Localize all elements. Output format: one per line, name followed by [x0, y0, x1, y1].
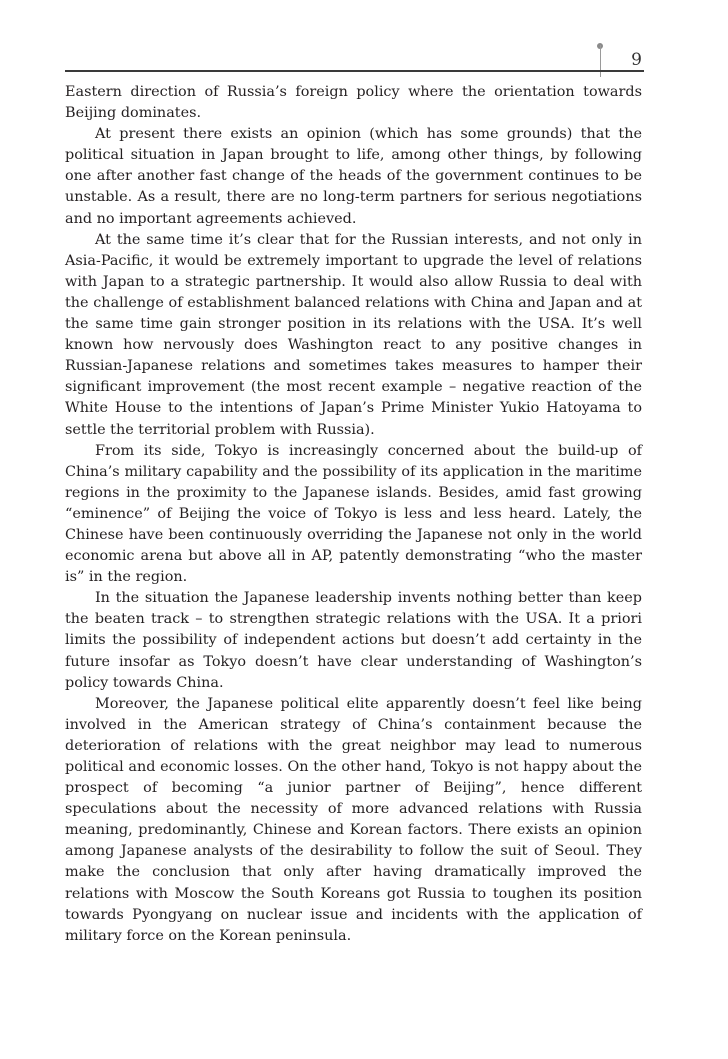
paragraph-6: Moreover, the Japanese political elite apparently doesn’t feel like being involved in the American strategy of China’s containment because the deterioration of relations with the great neighbor may lead to numerous political and economic losses. On the other hand, Tokyo is not happy about the prospect of becoming “a junior partner of Beijing”, hence different speculations about the necessity of more advanced relations with Russia meaning, predominantly, Chinese and Korean factors. There exists an opinion among Japanese analysts of the desirability to follow the suit of Seoul. They make the conclusion that only after having dramatically improved the relations with Moscow the South Koreans got Russia to toughen its position towards Pyongyang on nuclear issue and incidents with the application of military force on the Korean peninsula.	[65, 695, 642, 944]
paragraph-4: From its side, Tokyo is increasingly concerned about the build-up of China’s military capability and the possibility of its application in the maritime regions in the proximity to the Japanese islands. Besides, amid fast growing “eminence” of Beijing the voice of Tokyo is less and less heard. Lately, the Chinese have been continuously overriding the Japanese not only in the world economic arena but above all in AP, patently demonstrating “who the master is” in the region.	[65, 442, 642, 586]
paragraph-1: Eastern direction of Russia’s foreign policy where the orientation towards Beijing dominates.	[65, 84, 642, 122]
header-vertical-mark	[600, 45, 601, 77]
header-rule	[65, 70, 644, 72]
paragraph-3: At the same time it’s clear that for the Russian interests, and not only in Asia-Pacific, it would be extremely important to upgrade the level of relations with Japan to a strategic partnership. It would also allow Russia to deal with the challenge of establishment balanced relations with China and Japan and at the same time gain stronger position in its relations with the USA. It’s well known how nervously does Washington react to any positive changes in Russian-Japanese relations and sometimes takes measures to hamper their significant improvement (the most recent example – negative reaction of the White House to the intentions of Japan’s Prime Minister Yukio Hatoyama to settle the territorial problem with Russia).	[65, 231, 642, 438]
page-number: 9	[631, 50, 642, 70]
paragraph-2: At present there exists an opinion (which has some grounds) that the political situation in Japan brought to life, among other things, by following one after another fast change of the heads of the government continues to be unstable. As a result, there are no long-term partners for serious negotiations and no important agreements achieved.	[65, 126, 642, 227]
body-text	[65, 82, 642, 947]
paragraph-5: In the situation the Japanese leadership invents nothing better than keep the beaten track – to strengthen strategic relations with the USA. It a priori limits the possibility of independent actions but doesn’t add certainty in the future insofar as Tokyo doesn’t have clear understanding of Washington’s policy towards China.	[65, 590, 642, 691]
